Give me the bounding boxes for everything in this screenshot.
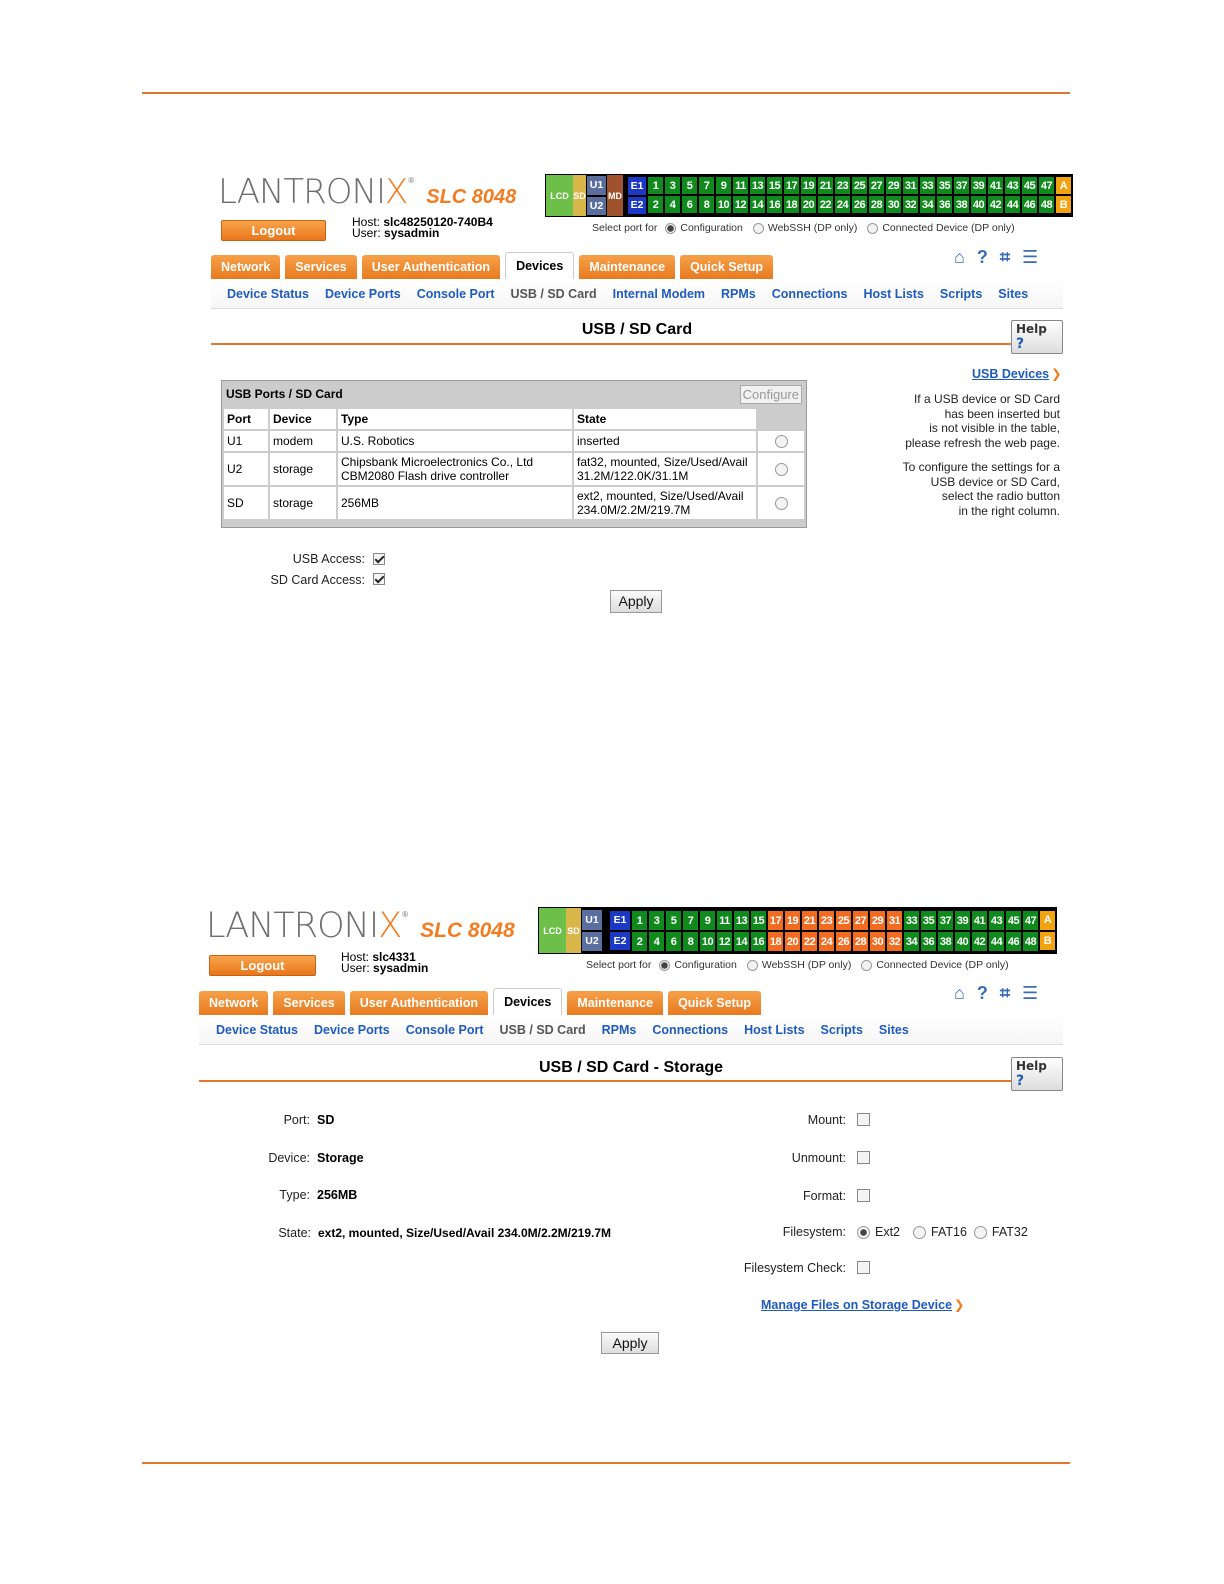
port-44[interactable]: 44 [989, 932, 1004, 951]
tab-quick-setup[interactable]: Quick Setup [680, 255, 773, 279]
subnav-host-lists[interactable]: Host Lists [863, 286, 924, 301]
port-label: Port: [283, 1113, 310, 1127]
select-port-for: Select port for Configuration WebSSH (DP only) Connected Device (DP only) [592, 222, 1015, 234]
tab-network[interactable]: Network [199, 991, 268, 1015]
port-45[interactable]: 45 [1006, 911, 1021, 930]
lantronix-logo: LANTRONIX ® SLC 8048 [218, 172, 517, 212]
configure-button[interactable]: Configure [740, 385, 802, 404]
port-7[interactable]: 7 [683, 911, 698, 930]
port-32[interactable]: 32 [887, 932, 902, 951]
port-25[interactable]: 25 [836, 911, 851, 930]
e1-port[interactable]: E1 [628, 177, 646, 195]
port-20[interactable]: 20 [801, 196, 816, 213]
radio-configuration[interactable] [659, 960, 670, 971]
e2-port[interactable]: E2 [628, 197, 646, 215]
lantronix-logo: LANTRONIX ® SLC 8048 [206, 906, 515, 946]
radio-configuration[interactable] [665, 223, 676, 234]
tab-maintenance[interactable]: Maintenance [579, 255, 675, 279]
port-48[interactable]: 48 [1023, 932, 1038, 951]
port-value: SD [317, 1113, 335, 1127]
port-47[interactable]: 47 [1023, 911, 1038, 930]
port-43[interactable]: 43 [989, 911, 1004, 930]
port-36[interactable]: 36 [937, 196, 952, 213]
port-43[interactable]: 43 [1005, 177, 1020, 194]
port-47[interactable]: 47 [1039, 177, 1054, 194]
port-41[interactable]: 41 [988, 177, 1003, 194]
subnav-usb-sd-card[interactable]: USB / SD Card [499, 1022, 586, 1037]
state-value: ext2, mounted, Size/Used/Avail 234.0M/2.2M/219.7M [318, 1226, 612, 1240]
unmount-label: Unmount: [791, 1151, 846, 1165]
port-39[interactable]: 39 [955, 911, 970, 930]
u1-port[interactable]: U1 [582, 910, 602, 930]
port-42[interactable]: 42 [988, 196, 1003, 213]
port-8[interactable]: 8 [699, 196, 714, 213]
port-12[interactable]: 12 [733, 196, 748, 213]
subnav-connections[interactable]: Connections [652, 1022, 729, 1037]
apply-button[interactable]: Apply [601, 1332, 659, 1354]
home-icon[interactable]: ⌂ [954, 983, 965, 1003]
sd-port[interactable]: SD [566, 908, 581, 953]
sd-port[interactable]: SD [573, 175, 586, 216]
port-31[interactable]: 31 [903, 177, 918, 194]
subnav-device-status[interactable]: Device Status [216, 1022, 298, 1037]
usb-devices-link[interactable]: USB Devices ❯ [972, 367, 1062, 381]
radio-connected-device[interactable] [861, 960, 872, 971]
table-row: SD storage 256MB ext2, mounted, Size/Used/Avail 234.0M/2.2M/219.7M [224, 487, 804, 519]
toolbar-icons [954, 983, 1038, 1004]
tab-quick-setup[interactable]: Quick Setup [668, 991, 761, 1015]
port-13[interactable]: 13 [750, 177, 765, 194]
port-21[interactable]: 21 [802, 911, 817, 930]
radio-ext2[interactable] [857, 1226, 870, 1239]
manage-files-link[interactable]: Manage Files on Storage Device ❯ [761, 1298, 965, 1312]
port-5[interactable]: 5 [682, 177, 697, 194]
tab-services[interactable]: Services [285, 255, 356, 279]
help-button[interactable]: Help ? [1011, 320, 1063, 354]
port-7[interactable]: 7 [699, 177, 714, 194]
port-18[interactable]: 18 [784, 196, 799, 213]
port-33[interactable]: 33 [904, 911, 919, 930]
radio-connected-device[interactable] [867, 223, 878, 234]
port-41[interactable]: 41 [972, 911, 987, 930]
usb-ports-table [221, 380, 807, 528]
subnav-host-lists[interactable]: Host Lists [744, 1022, 805, 1037]
port-24[interactable]: 24 [819, 932, 834, 951]
port-1[interactable]: 1 [632, 911, 647, 930]
port-18[interactable]: 18 [768, 932, 783, 951]
port-34[interactable]: 34 [920, 196, 935, 213]
port-28[interactable]: 28 [853, 932, 868, 951]
port-27[interactable]: 27 [869, 177, 884, 194]
port-14[interactable]: 14 [750, 196, 765, 213]
configure-note: To configure the settings for a USB device or SD Card, select the radio button in the right column. [902, 460, 1060, 518]
port-26[interactable]: 26 [852, 196, 867, 213]
host-info: Host: slc48250120-740B4 User: sysadmin [352, 215, 493, 240]
radio-fat32[interactable] [974, 1226, 987, 1239]
sd-access-label: SD Card Access: [270, 573, 365, 587]
port-29[interactable]: 29 [870, 911, 885, 930]
port-2[interactable]: 2 [632, 932, 647, 951]
tab-network[interactable]: Network [211, 255, 280, 279]
port-31[interactable]: 31 [887, 911, 902, 930]
log-icon[interactable]: ☰ [1022, 983, 1039, 1003]
filesystem-label: Filesystem: [782, 1225, 846, 1239]
port-8[interactable]: 8 [683, 932, 698, 951]
col-port: Port [224, 409, 268, 429]
logout-button[interactable]: Logout [221, 220, 326, 241]
e1-port[interactable]: E1 [610, 911, 630, 930]
port-23[interactable]: 23 [819, 911, 834, 930]
refresh-note: If a USB device or SD Card has been inserted but is not visible in the table, please refresh the web page. [905, 392, 1060, 450]
help-button[interactable]: Help ? [1011, 1057, 1063, 1091]
page-top-rule [142, 92, 1070, 94]
port-map [545, 174, 1073, 217]
subnav-device-ports[interactable]: Device Ports [313, 1022, 390, 1037]
port-30[interactable]: 30 [870, 932, 885, 951]
port-33[interactable]: 33 [920, 177, 935, 194]
port-20[interactable]: 20 [785, 932, 800, 951]
radio-webssh[interactable] [753, 223, 764, 234]
subnav-sites[interactable]: Sites [998, 286, 1029, 301]
type-value: 256MB [317, 1188, 358, 1202]
port-35[interactable]: 35 [921, 911, 936, 930]
subnav-scripts[interactable]: Scripts [939, 286, 983, 301]
radio-fat16[interactable] [913, 1226, 926, 1239]
sd-access-checkbox[interactable] [373, 573, 385, 585]
device-value: Storage [317, 1151, 364, 1165]
filesystem-check-label: Filesystem Check: [743, 1261, 846, 1275]
port-17[interactable]: 17 [768, 911, 783, 930]
port-35[interactable]: 35 [937, 177, 952, 194]
port-3[interactable]: 3 [649, 911, 664, 930]
tab-user-authentication[interactable]: User Authentication [350, 991, 488, 1015]
subnav-internal-modem[interactable]: Internal Modem [612, 286, 706, 301]
help-question-icon[interactable]: ? [976, 983, 988, 1003]
port-38[interactable]: 38 [954, 196, 969, 213]
main-tabs [199, 988, 761, 1015]
subnav-console-port[interactable]: Console Port [416, 286, 495, 301]
col-state: State [574, 409, 756, 429]
log-icon[interactable]: ☰ [1022, 247, 1039, 267]
port-25[interactable]: 25 [852, 177, 867, 194]
port-11[interactable]: 11 [717, 911, 732, 930]
select-port-for: Select port for Configuration WebSSH (DP only) Connected Device (DP only) [586, 959, 1009, 971]
port-15[interactable]: 15 [751, 911, 766, 930]
port-6[interactable]: 6 [682, 196, 697, 213]
table-row: U2 storage Chipsbank Microelectronics Co., Ltd CBM2080 Flash drive controller fat32, mounted, Size/Used/Avail 31.2M/122.0K/31.1M [224, 453, 804, 485]
port-b[interactable]: B [1040, 932, 1055, 951]
title-bar [211, 318, 1063, 352]
u2-port[interactable]: U2 [582, 932, 602, 952]
port-26[interactable]: 26 [836, 932, 851, 951]
site-map-icon[interactable]: ⌗ [999, 983, 1011, 1003]
row-select-radio[interactable] [775, 463, 788, 476]
col-device: Device [270, 409, 336, 429]
filesystem-check-checkbox[interactable] [857, 1261, 870, 1274]
port-40[interactable]: 40 [971, 196, 986, 213]
port-46[interactable]: 46 [1022, 196, 1037, 213]
mount-label: Mount: [807, 1113, 846, 1127]
port-1[interactable]: 1 [648, 177, 663, 194]
port-map [538, 907, 1057, 954]
port-3[interactable]: 3 [665, 177, 680, 194]
u1-port[interactable]: U1 [587, 176, 606, 195]
port-48[interactable]: 48 [1039, 196, 1054, 213]
port-24[interactable]: 24 [835, 196, 850, 213]
subnav-rpms[interactable]: RPMs [721, 286, 756, 301]
lcd-port[interactable]: LCD [546, 175, 573, 216]
tab-user-authentication[interactable]: User Authentication [362, 255, 500, 279]
subnav-device-status[interactable]: Device Status [227, 286, 309, 301]
port-44[interactable]: 44 [1005, 196, 1020, 213]
state-label: State: [278, 1226, 311, 1240]
port-29[interactable]: 29 [886, 177, 901, 194]
port-19[interactable]: 19 [785, 911, 800, 930]
e2-port[interactable]: E2 [610, 932, 630, 951]
mount-checkbox[interactable] [857, 1113, 870, 1126]
subnav-usb-sd-card[interactable]: USB / SD Card [510, 286, 597, 301]
port-28[interactable]: 28 [869, 196, 884, 213]
subnav-console-port[interactable]: Console Port [405, 1022, 484, 1037]
tab-maintenance[interactable]: Maintenance [567, 991, 663, 1015]
port-23[interactable]: 23 [835, 177, 850, 194]
tab-devices[interactable]: Devices [493, 988, 562, 1015]
model-name: SLC 8048 [426, 186, 517, 208]
port-46[interactable]: 46 [1006, 932, 1021, 951]
port-4[interactable]: 4 [649, 932, 664, 951]
format-label: Format: [802, 1189, 846, 1203]
devices-subnav [199, 1015, 1063, 1045]
toolbar-icons [954, 247, 1038, 268]
subnav-connections[interactable]: Connections [771, 286, 848, 301]
port-16[interactable]: 16 [751, 932, 766, 951]
port-37[interactable]: 37 [954, 177, 969, 194]
unmount-checkbox[interactable] [857, 1151, 870, 1164]
port-30[interactable]: 30 [886, 196, 901, 213]
port-6[interactable]: 6 [666, 932, 681, 951]
port-a[interactable]: A [1056, 177, 1071, 194]
port-14[interactable]: 14 [734, 932, 749, 951]
tab-devices[interactable]: Devices [505, 252, 574, 279]
filesystem-options: Ext2 FAT16 FAT32 [857, 1225, 1028, 1239]
port-22[interactable]: 22 [818, 196, 833, 213]
radio-webssh[interactable] [747, 960, 758, 971]
port-21[interactable]: 21 [818, 177, 833, 194]
device-label: Device: [268, 1151, 310, 1165]
table-caption: USB Ports / SD Card [226, 387, 343, 401]
port-2[interactable]: 2 [648, 196, 663, 213]
devices-subnav [211, 279, 1063, 309]
port-5[interactable]: 5 [666, 911, 681, 930]
port-42[interactable]: 42 [972, 932, 987, 951]
page-title: USB / SD Card - Storage [538, 1059, 724, 1076]
row-select-radio[interactable] [775, 435, 788, 448]
logout-button[interactable]: Logout [209, 955, 316, 976]
port-12[interactable]: 12 [717, 932, 732, 951]
port-9[interactable]: 9 [716, 177, 731, 194]
port-9[interactable]: 9 [700, 911, 715, 930]
type-label: Type: [279, 1188, 310, 1202]
port-16[interactable]: 16 [767, 196, 782, 213]
port-b[interactable]: B [1056, 196, 1071, 213]
tab-services[interactable]: Services [273, 991, 344, 1015]
main-tabs [211, 252, 773, 279]
site-map-icon[interactable]: ⌗ [999, 247, 1011, 267]
page-bottom-rule [142, 1462, 1070, 1464]
port-10[interactable]: 10 [716, 196, 731, 213]
port-19[interactable]: 19 [801, 177, 816, 194]
port-4[interactable]: 4 [665, 196, 680, 213]
format-checkbox[interactable] [857, 1189, 870, 1202]
lcd-port[interactable]: LCD [539, 908, 566, 953]
port-40[interactable]: 40 [955, 932, 970, 951]
usb-access-checkbox[interactable] [373, 553, 385, 565]
port-36[interactable]: 36 [921, 932, 936, 951]
table-row: U1 modem U.S. Robotics inserted [224, 431, 804, 451]
row-select-radio[interactable] [775, 497, 788, 510]
port-45[interactable]: 45 [1022, 177, 1037, 194]
subnav-sites[interactable]: Sites [878, 1022, 909, 1037]
port-10[interactable]: 10 [700, 932, 715, 951]
md-port[interactable]: MD [607, 175, 623, 216]
subnav-device-ports[interactable]: Device Ports [324, 286, 401, 301]
u2-port[interactable]: U2 [587, 197, 606, 216]
subnav-scripts[interactable]: Scripts [820, 1022, 863, 1037]
port-17[interactable]: 17 [784, 177, 799, 194]
port-27[interactable]: 27 [853, 911, 868, 930]
col-type: Type [338, 409, 572, 429]
port-11[interactable]: 11 [733, 177, 748, 194]
title-bar [199, 1055, 1063, 1089]
subnav-rpms[interactable]: RPMs [601, 1022, 637, 1037]
port-32[interactable]: 32 [903, 196, 918, 213]
home-icon[interactable]: ⌂ [954, 247, 965, 267]
port-a[interactable]: A [1040, 911, 1055, 930]
port-39[interactable]: 39 [971, 177, 986, 194]
port-37[interactable]: 37 [938, 911, 953, 930]
usb-access-label: USB Access: [292, 552, 365, 566]
port-13[interactable]: 13 [734, 911, 749, 930]
page-title: USB / SD Card [581, 321, 693, 338]
port-15[interactable]: 15 [767, 177, 782, 194]
port-34[interactable]: 34 [904, 932, 919, 951]
port-22[interactable]: 22 [802, 932, 817, 951]
model-name: SLC 8048 [420, 919, 515, 942]
host-info: Host: slc4331 User: sysadmin [341, 950, 429, 975]
apply-button[interactable]: Apply [610, 590, 662, 613]
port-38[interactable]: 38 [938, 932, 953, 951]
help-question-icon[interactable]: ? [976, 247, 988, 267]
